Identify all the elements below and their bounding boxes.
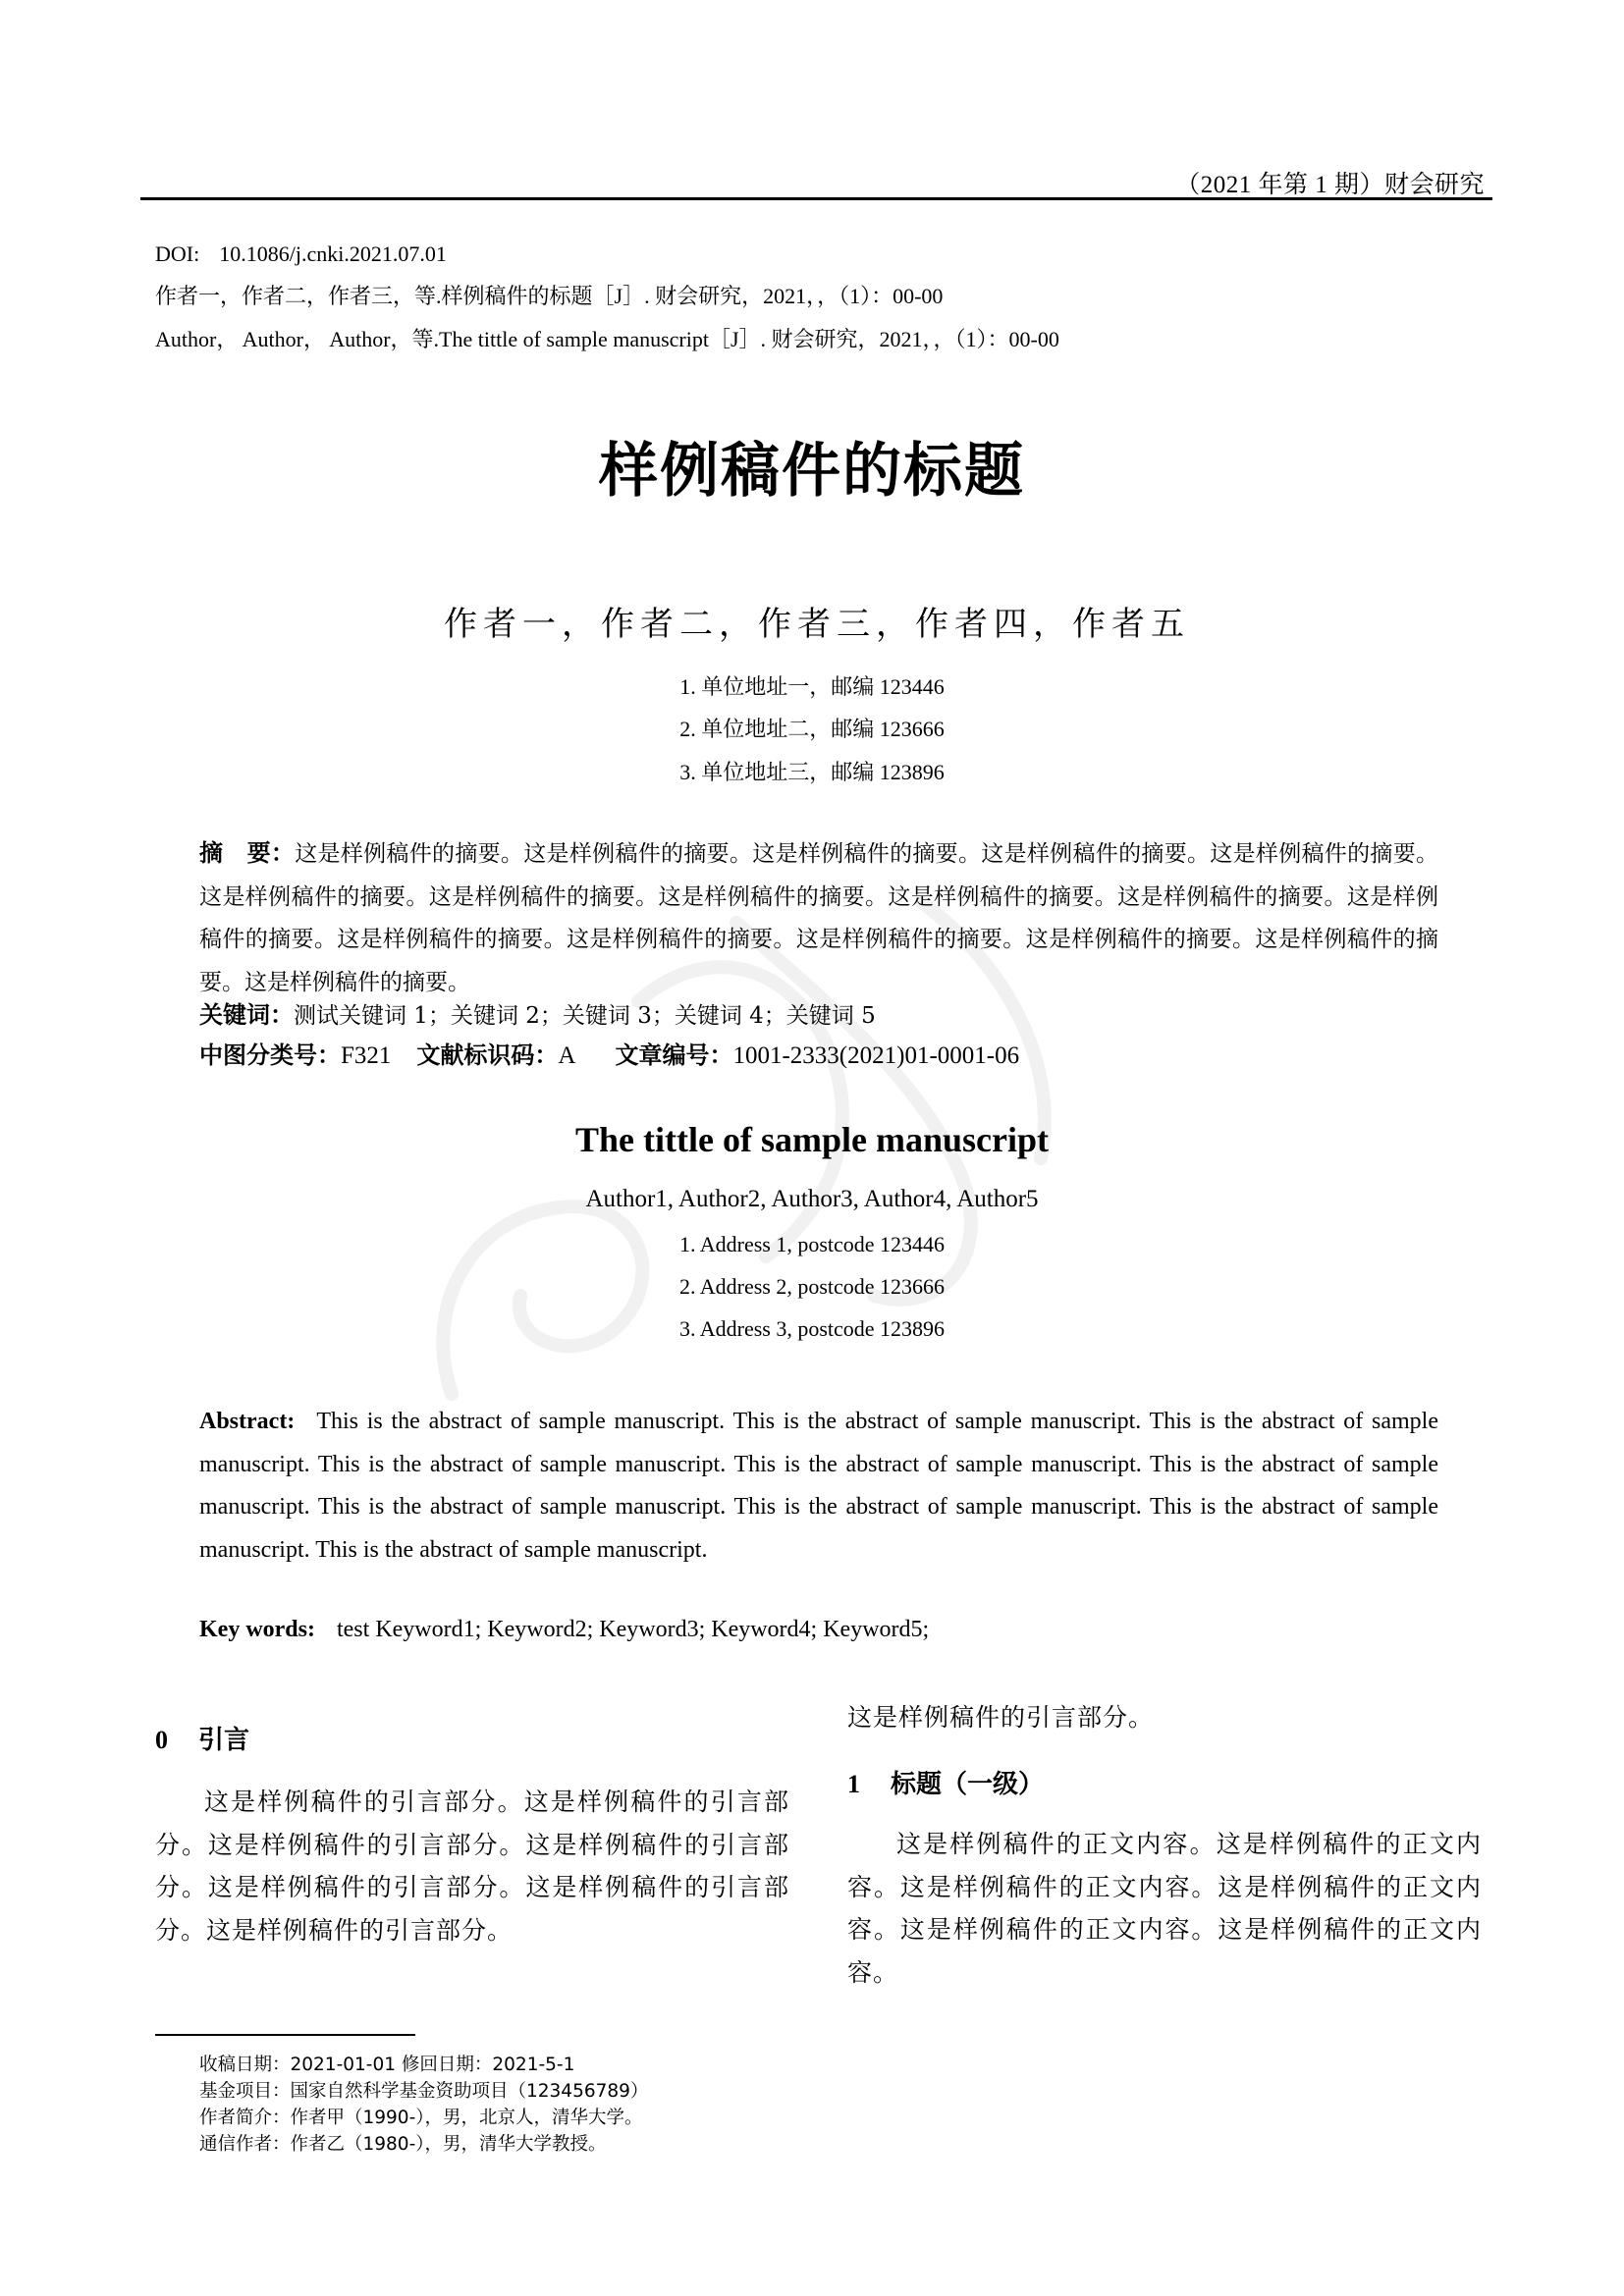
en-keywords	[199, 1617, 929, 1643]
zh-affiliation: 1. 单位地址一，邮编 123446	[679, 674, 945, 699]
section-heading-1	[847, 1764, 1044, 1800]
en-keywords-label: Key words:	[199, 1617, 315, 1642]
footnote-received: 收稿日期：2021-01-01 修回日期：2021-5-1	[199, 2055, 575, 2075]
zh-affiliation: 2. 单位地址二，邮编 123666	[679, 717, 945, 741]
section-number: 0	[155, 1726, 168, 1754]
footnotes	[199, 2052, 648, 2158]
en-abstract-text: This is the abstract of sample manuscript. This is the abstract of sample manuscript. This is the abstract of sample manuscript. This is the abstract of sample manuscript. This is the abstract of sample manuscript. This is the abstract of sample manuscript. This is the abstract of sample manuscript. This is the abstract of sample manuscript. This is the abstract of sample manuscript. This is the abstract of sample manuscript.	[199, 1409, 1438, 1563]
introduction-paragraph: 这是样例稿件的引言部分。这是样例稿件的引言部分。这是样例稿件的引言部分。这是样例稿件的引言部分。这是样例稿件的引言部分。这是样例稿件的引言部分。这是样例稿件的引言部分。	[155, 1788, 789, 1945]
section-title: 引言	[198, 1726, 250, 1755]
doi-value[interactable]: 10.1086/j.cnki.2021.07.01	[219, 241, 447, 266]
section-title: 标题（一级）	[891, 1770, 1045, 1799]
section-number: 1	[847, 1770, 860, 1798]
header-rule	[140, 197, 1492, 200]
en-authors: Author1, Author2, Author3, Author4, Author5	[585, 1186, 1039, 1212]
doi-label: DOI:	[155, 241, 200, 266]
article-no-value: 1001-2333(2021)01-0001-06	[732, 1042, 1020, 1069]
zh-reference: 作者一，作者二，作者三，等.样例稿件的标题［J］. 财会研究，2021，，（1）：00-00	[155, 284, 944, 308]
section-1-paragraph: 这是样例稿件的正文内容。这是样例稿件的正文内容。这是样例稿件的正文内容。这是样例稿件的正文内容。这是样例稿件的正文内容。这是样例稿件的正文内容。	[847, 1830, 1482, 1987]
clc-label: 中图分类号：	[199, 1041, 341, 1069]
en-title: The tittle of sample manuscript	[575, 1120, 1049, 1159]
doc-code-label: 文献标识码：	[416, 1041, 559, 1069]
zh-keywords-text: 测试关键词 1；关键词 2；关键词 3；关键词 4；关键词 5	[294, 1003, 876, 1029]
en-affiliation: 2. Address 2, postcode 123666	[678, 1274, 946, 1299]
article-no-label: 文章编号：	[615, 1041, 733, 1069]
footnote-author-bio: 作者简介：作者甲（1990-），男，北京人，清华大学。	[199, 2108, 643, 2128]
zh-abstract-label: 摘 要：	[199, 839, 296, 867]
footnote-fund: 基金项目：国家自然科学基金资助项目（123456789）	[199, 2081, 649, 2102]
zh-abstract	[199, 832, 1438, 1004]
en-affiliation: 3. Address 3, postcode 123896	[678, 1316, 946, 1341]
zh-authors: 作者一，作者二，作者三，作者四，作者五	[444, 605, 1190, 644]
section-heading-introduction	[155, 1720, 249, 1756]
footnote-rule	[155, 2034, 415, 2036]
zh-affiliation: 3. 单位地址三，邮编 123896	[679, 760, 945, 784]
doc-code-value: A	[558, 1042, 576, 1069]
footnote-corresponding: 通信作者：作者乙（1980-），男，清华大学教授。	[199, 2134, 607, 2155]
classification-line	[199, 1036, 1019, 1070]
en-keywords-text: test Keyword1; Keyword2; Keyword3; Keyword4; Keyword5;	[336, 1617, 930, 1642]
running-header: （2021 年第 1 期）财会研究	[1175, 172, 1485, 198]
zh-keywords-label: 关键词：	[199, 1001, 294, 1029]
zh-title: 样例稿件的标题	[599, 437, 1025, 506]
en-reference: Author， Author， Author，等.The tittle of sample manuscript［J］. 财会研究，2021，，（1）：00-00	[155, 327, 1059, 351]
zh-keywords	[199, 995, 876, 1030]
en-affiliation: 1. Address 1, postcode 123446	[678, 1232, 946, 1256]
zh-abstract-text: 这是样例稿件的摘要。这是样例稿件的摘要。这是样例稿件的摘要。这是样例稿件的摘要。这是样例稿件的摘要。这是样例稿件的摘要。这是样例稿件的摘要。这是样例稿件的摘要。这是样例稿件的摘要。这是样例稿件的摘要。这是样例稿件的摘要。这是样例稿件的摘要。这是样例稿件的摘要。这是样例稿件的摘要。这是样例稿件的摘要。这是样例稿件的摘要。这是样例稿件的摘要。	[199, 841, 1439, 995]
clc-value: F321	[341, 1042, 392, 1069]
en-abstract	[199, 1401, 1438, 1572]
introduction-continuation: 这是样例稿件的引言部分。	[847, 1703, 1155, 1732]
doi-line	[155, 240, 447, 268]
en-abstract-label: Abstract:	[199, 1409, 296, 1434]
